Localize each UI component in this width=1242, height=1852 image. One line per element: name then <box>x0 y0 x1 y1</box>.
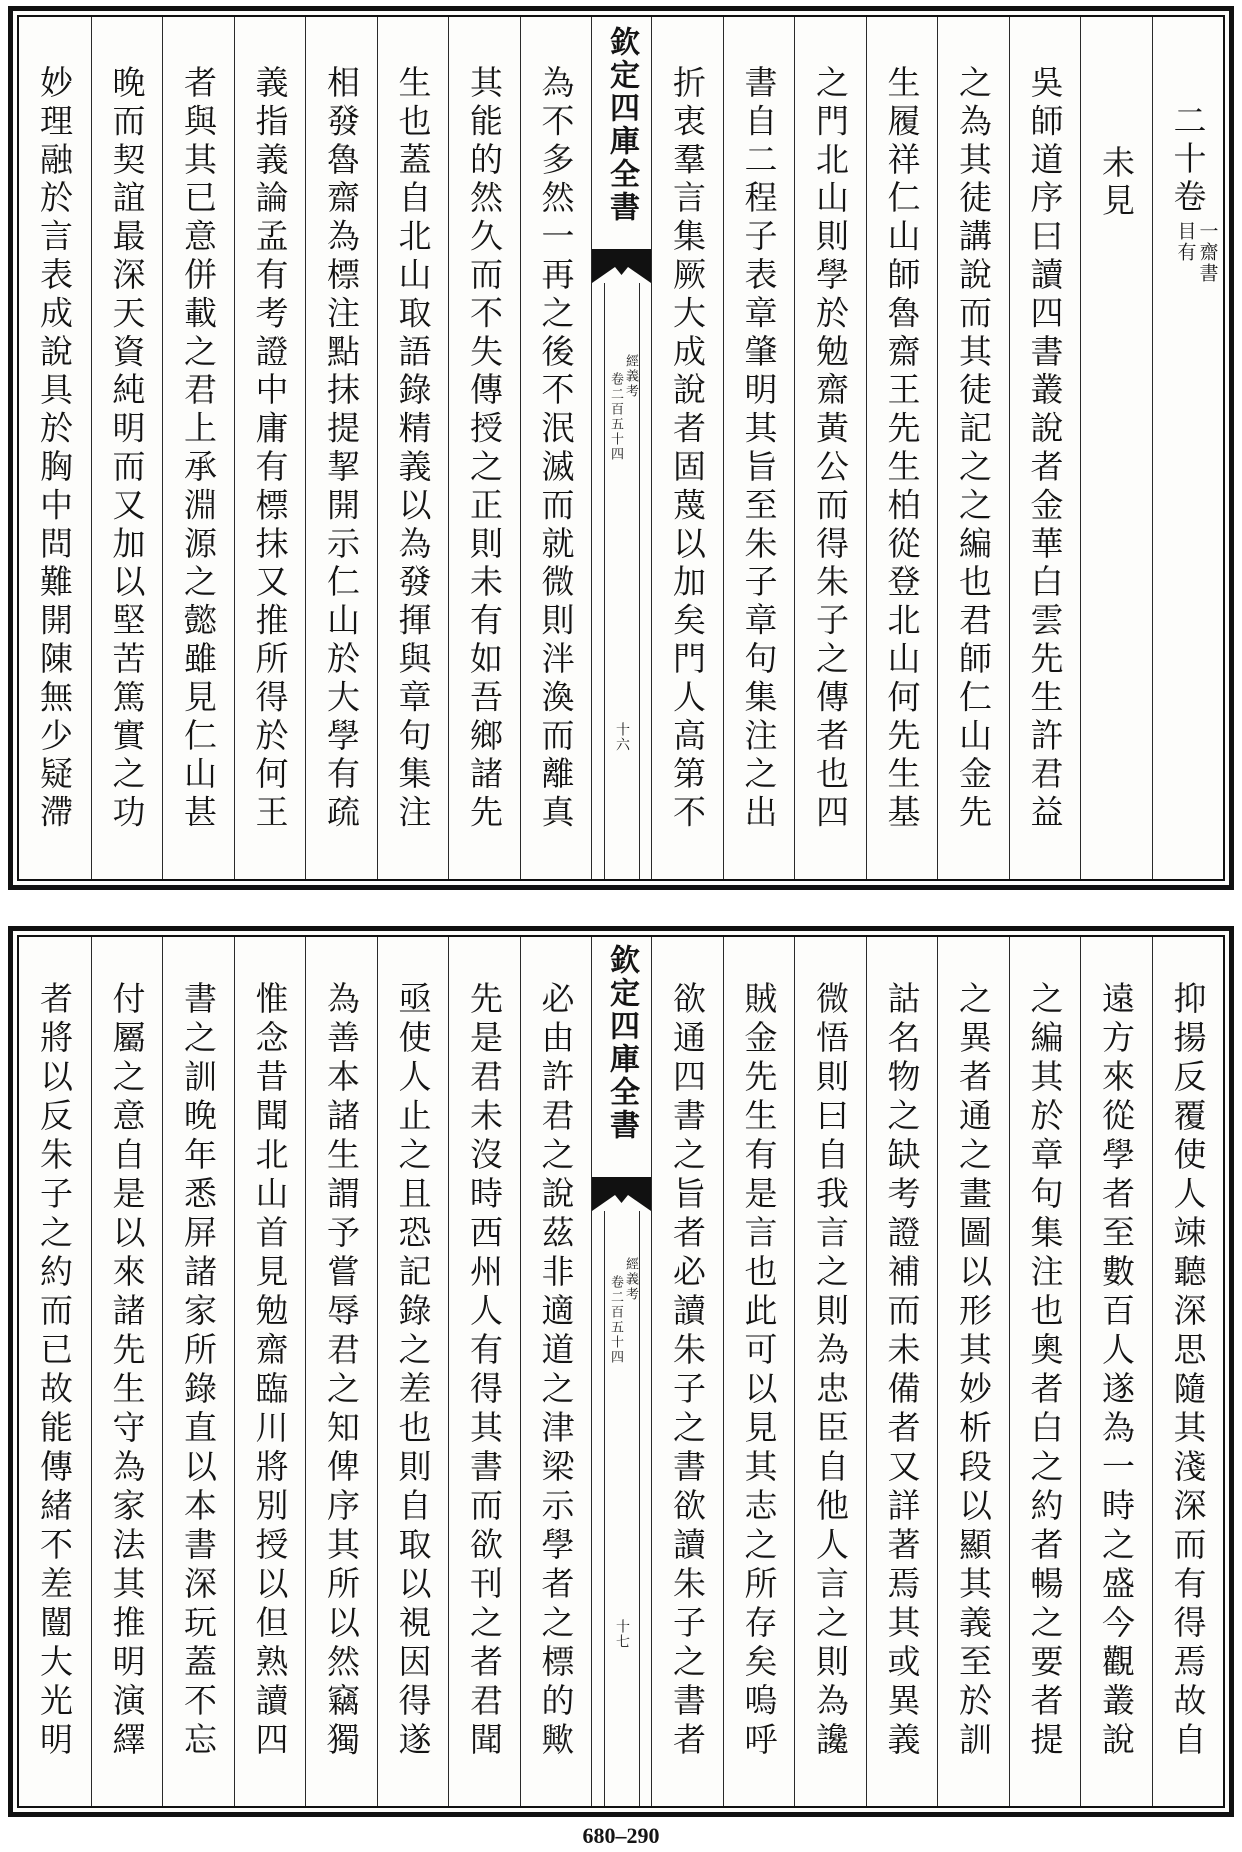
center-fold <box>591 17 651 879</box>
column-text: 之編其於章句集注也奧者白之約者暢之要者提 <box>1025 981 1065 1761</box>
text-column <box>448 17 520 879</box>
text-column <box>234 937 306 1806</box>
column-text: 先是君未沒時西州人有得其書而欲刊之者君聞 <box>465 981 504 1761</box>
text-column <box>19 17 91 879</box>
column-text: 之為其徒講說而其徒記之之編也君師仁山金先 <box>954 65 993 833</box>
column-text: 微悟則曰自我言之則為忠臣自他人言之則為讒 <box>811 981 850 1761</box>
column-text: 義指義論孟有考證中庸有標抹又推所得於何王 <box>250 65 290 833</box>
column-text: 折衷羣言集厥大成說者固蔑以加矣門人高第不 <box>668 65 707 833</box>
text-column <box>937 17 1009 879</box>
page-number: 680–290 <box>582 1823 660 1848</box>
column-text: 其能的然久而不失傳授之正則未有如吾鄉諸先 <box>465 65 504 833</box>
annotation-line-right: 一齋書 <box>1196 221 1219 284</box>
text-column <box>520 937 592 1806</box>
text-column <box>866 17 938 879</box>
fold-book-title: 經義考 <box>623 354 638 399</box>
column-text: 相發魯齋為標注點抹提挈開示仁山於大學有疏 <box>322 65 361 833</box>
text-column <box>162 937 234 1806</box>
text-column <box>651 17 723 879</box>
column-text: 妙理融於言表成說具於胸中問難開陳無少疑滯 <box>35 65 74 833</box>
page-bottom <box>8 926 1234 1817</box>
column-text: 必由許君之說茲非適道之津梁示學者之標的歟 <box>536 981 576 1761</box>
text-column <box>794 937 866 1806</box>
column-text: 生履祥仁山師魯齋王先生柏從登北山何先生基 <box>882 65 922 833</box>
column-text: 付屬之意自是以來諸先生守為家法其推明演繹 <box>107 981 147 1761</box>
column-text: 者與其已意併載之君上承淵源之懿雖見仁山甚 <box>179 65 218 833</box>
page-top <box>8 6 1234 890</box>
fishtail-ornament <box>592 249 651 285</box>
column-text: 之門北山則學於勉齋黃公而得朱子之傳者也四 <box>811 65 850 833</box>
fold-leaf-number: 十七 <box>614 1619 630 1649</box>
fold-title: 欽定四庫全書 <box>604 944 639 1142</box>
text-column <box>866 937 938 1806</box>
text-column <box>723 17 795 879</box>
column-text: 為不多然一再之後不泯滅而就微則泮渙而離真 <box>536 65 576 833</box>
column-text: 詁名物之缺考證補而未備者又詳著焉其或異義 <box>882 981 922 1761</box>
fold-leaf-number: 十六 <box>614 722 630 752</box>
text-column <box>1009 17 1081 879</box>
text-column <box>234 17 306 879</box>
catalog-entry-heading <box>1153 103 1223 284</box>
column-text: 晚而契誼最深天資純明而又加以堅苦篤實之功 <box>107 65 147 833</box>
column-text: 書之訓晚年悉屏諸家所錄直以本書深玩蓋不忘 <box>179 981 218 1761</box>
text-column <box>91 17 163 879</box>
column-text: 賊金先生有是言也此可以見其志之所存矣嗚呼 <box>739 981 779 1761</box>
text-column <box>1080 937 1152 1806</box>
column-text: 書自二程子表章肇明其旨至朱子章句集注之出 <box>739 65 779 833</box>
fishtail-ornament <box>592 1177 651 1213</box>
fold-juan: 卷二百五十四 <box>608 1275 623 1365</box>
column-text: 欲通四書之旨者必讀朱子之書欲讀朱子之書者 <box>668 981 707 1761</box>
fold-caption <box>606 1257 638 1365</box>
column-text: 為善本諸生謂予嘗辱君之知俾序其所以然竊獨 <box>322 981 361 1761</box>
text-column <box>1152 937 1224 1806</box>
text-column <box>377 17 449 879</box>
text-column <box>794 17 866 879</box>
text-column <box>305 17 377 879</box>
text-column <box>723 937 795 1806</box>
fold-title: 欽定四庫全書 <box>604 26 639 224</box>
column-text: 吳師道序曰讀四書叢說者金華白雲先生許君益 <box>1025 65 1065 833</box>
column-text: 之異者通之畫圖以形其妙析段以顯其義至於訓 <box>954 981 993 1761</box>
fold-caption <box>606 354 638 462</box>
fold-book-title: 經義考 <box>623 1257 638 1302</box>
column-text: 惟念昔聞北山首見勉齋臨川將別授以但熟讀四 <box>250 981 290 1761</box>
text-column <box>377 937 449 1806</box>
status-column <box>1080 17 1152 879</box>
column-text: 亟使人止之且恐記錄之差也則自取以視因得遂 <box>393 981 433 1761</box>
column-text: 遠方來從學者至數百人遂為一時之盛今觀叢說 <box>1097 981 1136 1761</box>
text-column <box>91 937 163 1806</box>
column-text: 生也蓋自北山取語錄精義以為發揮與章句集注 <box>393 65 433 833</box>
fold-juan: 卷二百五十四 <box>608 372 623 462</box>
column-text: 抑揚反覆使人竦聽深思隨其淺深而有得焉故自 <box>1168 981 1208 1761</box>
text-column <box>448 937 520 1806</box>
text-column <box>162 17 234 879</box>
text-column <box>937 937 1009 1806</box>
annotation-line-left: 目有 <box>1174 221 1197 263</box>
text-column <box>305 937 377 1806</box>
status-remark: 未見 <box>1097 145 1136 221</box>
center-fold <box>591 937 651 1806</box>
catalog-heading-column <box>1152 17 1224 879</box>
text-column <box>520 17 592 879</box>
text-column <box>651 937 723 1806</box>
annotation-note <box>1175 221 1219 284</box>
column-text: 者將以反朱子之約而已故能傳緒不差闓大光明 <box>35 981 74 1761</box>
page-frame <box>17 935 1225 1808</box>
page-frame <box>17 15 1225 881</box>
text-column <box>19 937 91 1806</box>
text-column <box>1009 937 1081 1806</box>
volume-count: 二十卷 <box>1168 103 1208 217</box>
